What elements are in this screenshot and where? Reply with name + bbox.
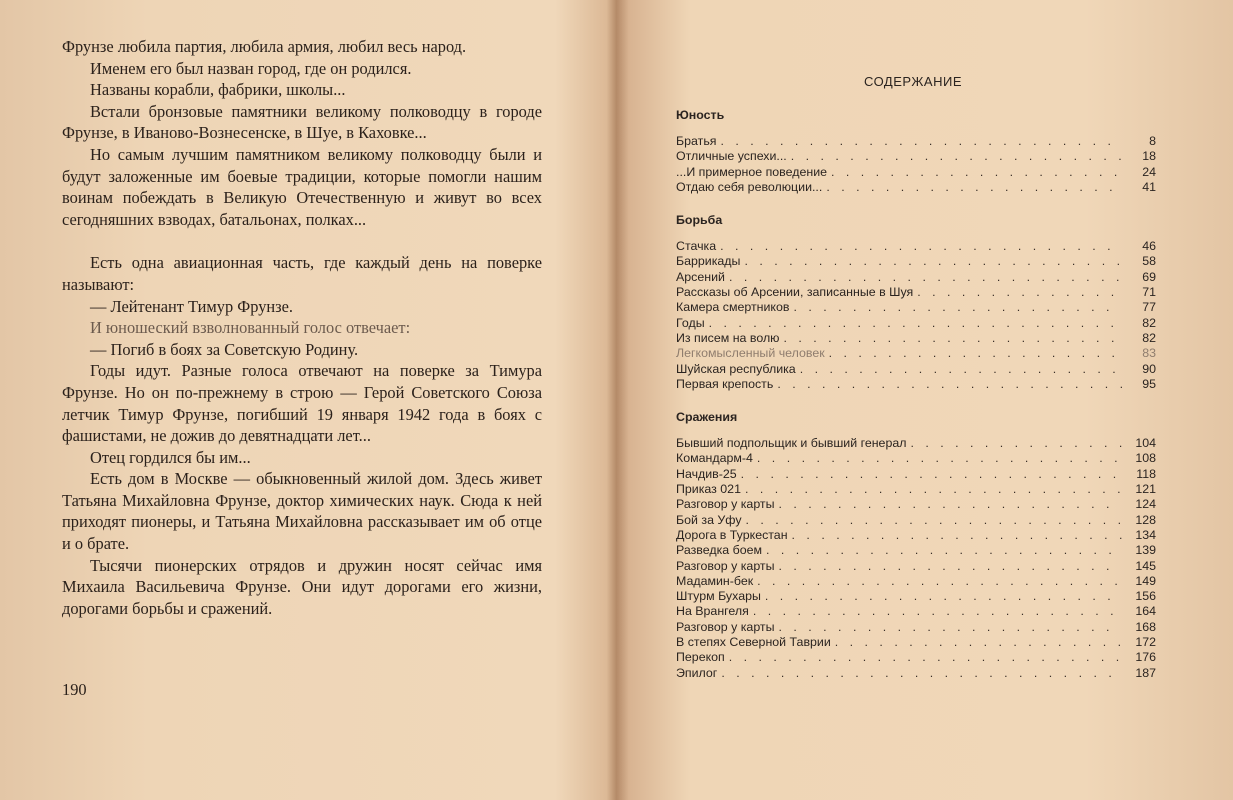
toc-entry	[676, 165, 1156, 180]
toc-entry	[676, 589, 1156, 604]
toc-entry	[676, 254, 1156, 269]
toc-entry-title: Штурм Бухары	[676, 589, 761, 604]
toc-entry-page: 24	[1142, 164, 1156, 179]
table-of-contents	[676, 108, 1156, 699]
toc-entry	[676, 513, 1156, 528]
toc-entry-page: 134	[1135, 527, 1156, 542]
toc-entry	[676, 300, 1156, 315]
toc-leader-dots	[791, 149, 1122, 163]
toc-entry	[676, 482, 1156, 497]
toc-entry-page: 168	[1135, 619, 1156, 634]
toc-entry-title: Шуйская республика	[676, 361, 796, 376]
toc-entry-title: Разговор у карты	[676, 619, 775, 634]
toc-entry	[676, 149, 1156, 164]
toc-entry-page: 83	[1142, 346, 1156, 361]
toc-entry-title: Первая крепость	[676, 376, 774, 391]
toc-leader-dots	[835, 635, 1122, 649]
paragraph: Фрунзе любила партия, любила армия, любил весь народ.	[62, 37, 467, 56]
toc-entry	[676, 362, 1156, 377]
toc-entry-title: Начдив-25	[676, 466, 737, 481]
toc-leader-dots	[721, 666, 1122, 680]
toc-entry-page: 145	[1135, 558, 1156, 573]
toc-entry-title: Отдаю себя революции...	[676, 179, 823, 194]
toc-leader-dots	[777, 377, 1122, 391]
toc-entry	[676, 467, 1156, 482]
paragraph: — Лейтенант Тимур Фрунзе.	[90, 296, 294, 316]
toc-entry-page: 124	[1135, 497, 1156, 512]
toc-entry-page: 149	[1135, 573, 1156, 588]
toc-entry-page: 128	[1135, 512, 1156, 527]
toc-entry	[676, 346, 1156, 361]
toc-entry	[676, 666, 1156, 681]
toc-entry-title: Из писем на волю	[676, 330, 780, 345]
toc-entry	[676, 528, 1156, 543]
toc-leader-dots	[741, 467, 1122, 481]
toc-entry-page: 108	[1135, 451, 1156, 466]
toc-entry-title: Разговор у карты	[676, 497, 775, 512]
toc-leader-dots	[729, 650, 1122, 664]
toc-section	[676, 410, 1156, 681]
paragraph: — Погиб в боях за Советскую Родину.	[90, 339, 359, 359]
toc-entry-title: Рассказы об Арсении, записанные в Шуя	[676, 285, 914, 300]
toc-entry-page: 71	[1142, 285, 1156, 300]
toc-leader-dots	[800, 362, 1122, 376]
toc-leader-dots	[779, 620, 1122, 634]
paragraph: Отец гордился бы им...	[90, 447, 251, 467]
toc-leader-dots	[744, 254, 1122, 268]
toc-entry-title: Перекоп	[676, 650, 725, 665]
left-page	[0, 0, 610, 800]
toc-entry-page: 69	[1142, 269, 1156, 284]
toc-entry-page: 18	[1142, 149, 1156, 164]
toc-leader-dots	[783, 331, 1122, 345]
toc-entry-title: Арсений	[676, 269, 725, 284]
toc-entry-title: На Врангеля	[676, 604, 749, 619]
toc-leader-dots	[831, 165, 1122, 179]
right-page	[624, 0, 1233, 800]
paragraph: Названы корабли, фабрики, школы...	[90, 80, 346, 100]
toc-entry-page: 118	[1136, 466, 1156, 481]
toc-entry-page: 156	[1135, 589, 1156, 604]
paragraph: Есть дом в Москве — обыкновенный жилой дом. Здесь живет Татьяна Михайловна Фрунзе, доктор химических наук. Сюда к ней приходят пионеры, и Татьяна Михайловна рассказывает им об отце и о брате.	[62, 469, 542, 554]
toc-leader-dots	[745, 482, 1122, 496]
toc-leader-dots	[720, 239, 1122, 253]
paragraph: Встали бронзовые памятники великому полководцу в городе Фрунзе, в Иваново-Вознесенске, в Шуе, в Каховке...	[62, 101, 542, 143]
toc-leader-dots	[793, 300, 1122, 314]
paragraph: Тысячи пионерских отрядов и дружин носят сейчас имя Михаила Васильевича Фрунзе. Они идут дорогами его жизни, дорогами борьбы и сражений.	[62, 555, 542, 618]
toc-section-title: Юность	[676, 108, 725, 122]
toc-leader-dots	[910, 436, 1122, 450]
toc-leader-dots	[757, 574, 1122, 588]
toc-entry	[676, 180, 1156, 195]
toc-entry	[676, 270, 1156, 285]
toc-entry	[676, 239, 1156, 254]
toc-leader-dots	[757, 451, 1122, 465]
toc-entry-title: Баррикады	[676, 254, 741, 269]
toc-entry	[676, 543, 1156, 558]
toc-section	[676, 213, 1156, 392]
toc-entry	[676, 559, 1156, 574]
toc-entry	[676, 134, 1156, 149]
toc-entry	[676, 331, 1156, 346]
paragraph: Годы идут. Разные голоса отвечают на поверке за Тимура Фрунзе. Но он по-прежнему в строю — Герой Советского Союза летчик Тимур Фрунзе, погибший 19 января 1942 года в боях с фашистами, не дожив до девятнадцати лет...	[62, 361, 542, 446]
toc-entry-title: Мадамин-бек	[676, 573, 754, 588]
toc-leader-dots	[792, 528, 1122, 542]
toc-leader-dots	[720, 134, 1122, 148]
left-page-text	[62, 36, 542, 619]
toc-entry-title: Разговор у карты	[676, 558, 775, 573]
toc-entry	[676, 285, 1156, 300]
toc-entry-title: Легкомысленный человек	[676, 346, 825, 361]
toc-entry-title: Братья	[676, 134, 717, 148]
toc-leader-dots	[779, 497, 1122, 511]
toc-entry-page: 82	[1142, 315, 1156, 330]
page-number: 190	[62, 680, 87, 699]
toc-entry-page: 95	[1142, 376, 1156, 391]
toc-leader-dots	[746, 513, 1122, 527]
toc-entry-title: Годы	[676, 315, 705, 330]
toc-entry-title: Бой за Уфу	[676, 512, 742, 527]
toc-entry-title: Камера смертников	[676, 300, 790, 315]
toc-entry	[676, 451, 1156, 466]
toc-entry-title: Разведка боем	[676, 543, 763, 558]
toc-leader-dots	[729, 270, 1122, 284]
toc-entry-page: 121	[1135, 482, 1156, 497]
toc-entry-title: Эпилог	[676, 665, 718, 680]
toc-entry	[676, 620, 1156, 635]
toc-leader-dots	[753, 604, 1122, 618]
toc-leader-dots	[766, 543, 1122, 557]
toc-entry-page: 164	[1135, 604, 1156, 619]
toc-leader-dots	[779, 559, 1122, 573]
toc-entry-page: 187	[1135, 665, 1156, 680]
paragraph: Но самым лучшим памятником великому полководцу были и будут заложенные им боевые традиции, которые помогли нашим воинам побеждать в Великую Отечественную и живут во всех сегодняшних взводах, батальонах, полках...	[62, 144, 542, 229]
toc-leader-dots	[826, 180, 1122, 194]
toc-entry	[676, 497, 1156, 512]
toc-section-title: Борьба	[676, 213, 723, 228]
toc-entry	[676, 436, 1156, 451]
toc-entry-page: 58	[1142, 254, 1156, 269]
toc-entry-title: Командарм-4	[676, 451, 753, 466]
toc-leader-dots	[917, 285, 1122, 299]
toc-entry	[676, 604, 1156, 619]
toc-entry-title: Дорога в Туркестан	[676, 527, 788, 542]
paragraph: Именем его был назван город, где он родился.	[90, 58, 412, 78]
toc-entry-page: 77	[1142, 300, 1156, 315]
toc-entry	[676, 635, 1156, 650]
toc-entry-page: 139	[1135, 543, 1156, 558]
toc-entry-page: 176	[1135, 650, 1156, 665]
toc-entry-title: Стачка	[676, 239, 717, 254]
toc-section-title: Сражения	[676, 410, 738, 425]
toc-leader-dots	[765, 589, 1122, 603]
toc-entry-title: В степях Северной Таврии	[676, 635, 831, 650]
toc-entry-page: 172	[1135, 635, 1156, 650]
paragraph-gap	[62, 230, 542, 252]
toc-entry-page: 8	[1149, 134, 1156, 148]
toc-entry	[676, 316, 1156, 331]
toc-entry-page: 82	[1142, 330, 1156, 345]
toc-entry-page: 90	[1142, 361, 1156, 376]
toc-leader-dots	[829, 346, 1122, 360]
toc-section	[676, 108, 1156, 195]
toc-entry-page: 41	[1142, 179, 1156, 194]
toc-leader-dots	[709, 316, 1122, 330]
toc-entry-title: Отличные успехи...	[676, 149, 787, 164]
paragraph: И юношеский взволнованный голос отвечает:	[90, 318, 411, 338]
toc-entry-page: 104	[1135, 436, 1156, 451]
paragraph: Есть одна авиационная часть, где каждый день на поверке называют:	[62, 253, 542, 294]
toc-entry-page: 46	[1142, 239, 1156, 254]
toc-entry	[676, 377, 1156, 392]
toc-entry	[676, 650, 1156, 665]
toc-entry-title: ...И примерное поведение	[676, 164, 828, 179]
toc-heading: СОДЕРЖАНИЕ	[864, 74, 963, 89]
toc-entry-title: Приказ 021	[676, 482, 741, 497]
toc-entry	[676, 574, 1156, 589]
toc-entry-title: Бывший подпольщик и бывший генерал	[676, 436, 907, 451]
